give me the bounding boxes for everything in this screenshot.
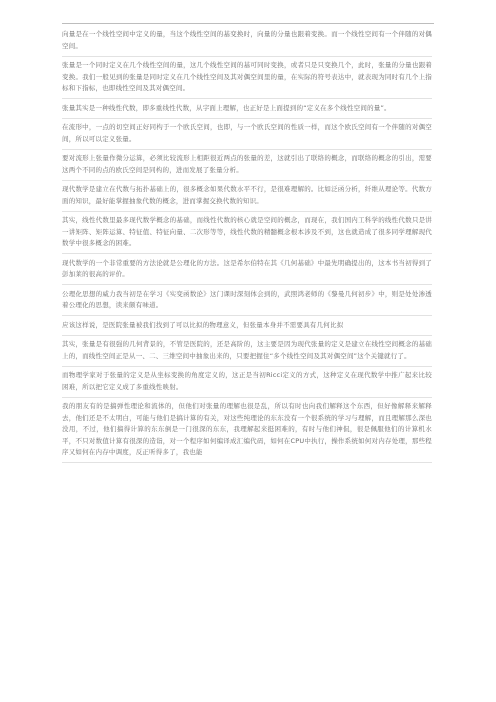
paragraph-5: 要对流形上张量作微分运算，必须比较流形上相距很近两点的张量的差，这就引出了联络的概念，而联络的概念的引出，需要这两个不同的点的欧氏空间是同构的，进而发展了张量分析。 (62, 153, 432, 181)
paragraph-2: 张量是一个同时定义在几个线性空间的量，这几个线性空间的基可同时变换，或者只是只变换几个，此时，张量的分量也跟着变换。我们一般见到的张量是同时定义在几个线性空间及其对偶空间里的量，在实际的符号表达中，就表现为同时有几个上指标和下指标，也即线性空间及其对偶空间。 (62, 60, 432, 99)
paragraph-3: 张量其实是一种线性代数，即多重线性代数，从字面上理解，也正好是上面提到的“定义在多个线性空间的量”。 (62, 103, 432, 119)
paragraph-4: 在流形中，一点的切空间正好同构于一个欧氏空间，也即，与一个欧氏空间的性质一样，而这个欧氏空间有一个伴随的对偶空间，所以可以定义张量。 (62, 122, 432, 150)
paragraph-7: 其实，线性代数里最多现代数学概念的基础，而线性代数的核心就是空间的概念，而现在，我们国内工科学的线性代数只是讲一讲矩阵、矩阵运算、特征值、特征向量、二次形等等，线性代数的精髓概念根本涉及不到，这也就造成了很多同学理解现代数学中很多概念的困难。 (62, 215, 432, 254)
paragraph-12: 而物理学家对于张量的定义是从坐标变换的角度定义的，这正是当初Ricci定义的方式，这种定义在现代数学中推广起来比较困难，所以把它定义成了多重线性映射。 (62, 370, 432, 398)
header-rule (62, 23, 434, 24)
paragraph-1: 向量是在一个线性空间中定义的量，当这个线性空间的基变换时，向量的分量也跟着变换。而一个线性空间有一个伴随的对偶空间。 (62, 29, 432, 57)
paragraph-9: 公理化思想的威力我当初是在学习《实变函数论》这门课时深刻体会到的，武照鸿老师的《黎曼几何初步》中，则是处处渗透着公理化的思想，读来颇有味道。 (62, 289, 432, 317)
paragraph-11: 其实，张量是有很强的几何背景的，不管是医院的，还是高阶的，这主要是因为现代张量的定义是建立在线性空间概念的基础上的，而线性空间正是从一、二、三维空间中抽象出来的，只要把握住“多个线性空间及其对偶空间”这个关键就行了。 (62, 339, 432, 367)
paragraph-10: 应该这样说，是医院张量被我们找到了可以比拟的物理意义，但张量本身并不需要具有几何比拟 (62, 320, 432, 336)
paragraph-6: 现代数学是建立在代数与拓扑基础上的，很多概念如果代数水平不行，是很难理解的。比如泛函分析，纤维从理论等。代数方面的知识，最好能掌握抽象代数的概念，进而掌握交换代数的知识。 (62, 184, 432, 212)
paragraph-8: 现代数学的一个非常重要的方法论就是公理化的方法。这是希尔伯特在其《几何基础》中最先明确提出的，这本书当初得到了彭加莱的很高的评价。 (62, 258, 432, 286)
document-body (62, 29, 432, 467)
paragraph-13: 我的朋友有的是搞弹性理论和流体的，但他们对张量的理解也很是乱，所以有时也向我们解释这个东西，但好像解释来解释去，他们还是不太明白，可能与他们是搞计算的有关，对这些纯理论的东东没有一个很系统的学习与理解，而且理解那么深也没用，不过，他们搞得计算的东东倒是一门很深的东东，我理解起来挺困难的，有时与他们神侃，很是佩服他们的计算机水平，不只对数值计算有很深的造诣，对一个程序如何编译成汇编代码，如何在CPU中执行，操作系统如何对内存处理，那些程序又如何在内存中调度，反正听得多了，我也能 (62, 401, 432, 463)
